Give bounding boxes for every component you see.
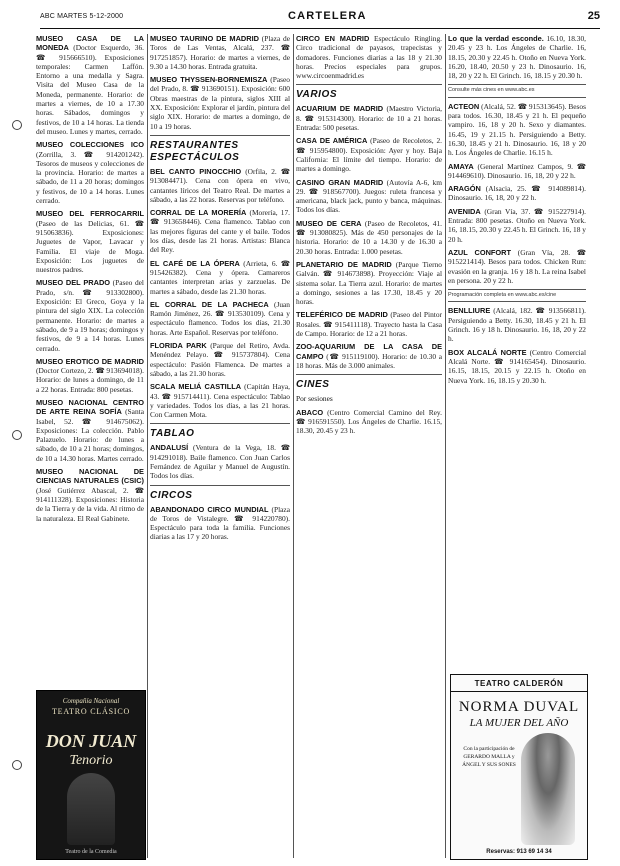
venue-details: (Paseo de Recoletos, 2. ☎ 915954800). Exposición: Ayer y hoy. Baja California: El límite del tiempo. Horario: de martes a domingo. bbox=[296, 136, 442, 174]
listing-entry bbox=[150, 505, 290, 542]
venue-name: MUSEO THYSSEN-BORNEMISZA bbox=[150, 75, 268, 85]
registration-mark bbox=[12, 430, 22, 440]
venue-details: (☎ 915119100). Horario: de 10.30 a 18 horas. Más de 3.000 animales. bbox=[296, 351, 442, 370]
venue-name: MUSEO TAURINO DE MADRID bbox=[150, 34, 259, 43]
ad-theatre: TEATRO CLÁSICO bbox=[51, 707, 131, 716]
listing-entry bbox=[296, 104, 442, 132]
venue-details: (Zorrilla, 3. ☎ 914201242). Tesoros de museos y colecciones de la provincia. Horario: de martes a sábado, de 11 a 20 horas; domingos y festivos, de 10 a 14 horas. Lunes cerrado. bbox=[36, 149, 144, 206]
venue-details: (Paseo de Recoletos, 41. ☎ 913080825). Más de 450 personajes de la historia. Horario: de 10 a 14.30 y de 16.30 a 20.30 horas. Entrada: 1.000 pesetas. bbox=[296, 218, 442, 256]
venue-details: (Morería, 17. ☎ 913658446). Cena flamenco. Tablao con las mejores figuras del cante y el baile. Todos los días, desde las 21 horas. Artistas: Blanca del Rey. bbox=[150, 208, 290, 255]
listing-entry bbox=[296, 178, 442, 215]
category-heading: TABLAO bbox=[150, 428, 195, 440]
listing-entry bbox=[448, 348, 586, 385]
listing-entry bbox=[448, 162, 586, 181]
category-heading: CINES bbox=[296, 379, 330, 391]
listing-entry bbox=[150, 259, 290, 296]
venue-name: ABACO bbox=[296, 407, 324, 417]
listing-entry bbox=[150, 208, 290, 254]
venue-name: EL CORRAL DE LA PACHECA bbox=[150, 299, 269, 309]
venue-details: (Centro Comercial Camino del Rey. ☎ 916591550). Los Ángeles de Charlie. 16.15, 18.30, 20.45 y 23 h. bbox=[296, 407, 442, 436]
listing-entry bbox=[448, 306, 586, 343]
page-number: 25 bbox=[587, 10, 600, 22]
advert-norma-duval bbox=[450, 674, 588, 860]
venue-name: CORRAL DE LA MORERÍA bbox=[150, 208, 247, 218]
venue-details: (General Martínez Campos, 9. ☎ 914469610). Dinosaurio. 16, 18, 20 y 22 h. bbox=[448, 161, 586, 180]
promo-strip: Programación completa en www.abc.es/cine bbox=[448, 289, 586, 302]
venue-details: (José Gutiérrez Abascal, 2. ☎ 914111328). Exposiciones: Historia de la Tierra y de la vida. Al ritmo de la naturaleza. El Real Gabinete. bbox=[36, 485, 144, 523]
column-divider bbox=[147, 34, 148, 858]
venue-details: (Alcalá, 52. ☎ 915313645). Besos para todos. 16.30, 18.45 y 21 h. El pequeño vampiro. 16, 18 y 20 h. Sexo y diamantes. 16.45, 19 y 21.15 h. Persiguiendo a Betty. 16.30, 18.45 y 21 h. Dinosaurio. 16, 18 y 20 h. Los Ángeles de Charlie. 16.15 h. bbox=[448, 101, 586, 158]
listing-entry bbox=[150, 341, 290, 378]
section-title: CARTELERA bbox=[288, 10, 367, 22]
section-rule bbox=[296, 84, 442, 85]
venue-name: AZUL CONFORT bbox=[448, 247, 512, 257]
venue-name: MUSEO NACIONAL CENTRO DE ARTE REINA SOFÍA bbox=[36, 397, 144, 417]
venue-details: (Paseo del Pintor Rosales. ☎ 915411118). Trayecto hasta la Casa de Campo. Horario: de 12 a 21 horas. bbox=[296, 310, 442, 339]
listing-entry bbox=[36, 209, 144, 274]
listing-entry bbox=[296, 34, 442, 80]
venue-name: MUSEO DEL PRADO bbox=[36, 278, 111, 288]
listing-entry bbox=[296, 408, 442, 436]
column-3 bbox=[296, 34, 442, 858]
venue-name: ABANDONADO CIRCO MUNDIAL bbox=[150, 504, 269, 514]
ad-theatre: TEATRO CALDERÓN bbox=[451, 679, 587, 692]
listing-entry bbox=[36, 278, 144, 352]
venue-name: CASINO GRAN MADRID bbox=[296, 177, 384, 187]
venue-details: (Parque del Retiro, Avda. Menéndez Pelayo. ☎ 915737804). Cena espectáculo: Pasión Flamenca. De martes a sábado, a las 21.30 horas. bbox=[150, 341, 290, 378]
column-2 bbox=[150, 34, 290, 858]
listing-entry bbox=[36, 357, 144, 394]
venue-details: (Alcalá, 182. ☎ 913566811). Persiguiendo a Betty. 16.30, 18.45 y 21 h. El Grinch. 16 y 18 h. Dinosaurio. 16, 18, 20 y 22 h. bbox=[448, 306, 586, 344]
listing-entry bbox=[36, 140, 144, 205]
advert-don-juan bbox=[36, 690, 146, 860]
listing-entry bbox=[296, 342, 442, 370]
ad-credits: Con la participación de GERARDO MALLA y ÁNGEL Y SUS SONES bbox=[462, 746, 516, 768]
venue-name: Lo que la verdad esconde. bbox=[448, 34, 544, 43]
listing-entry bbox=[448, 102, 586, 158]
column-1 bbox=[36, 34, 144, 686]
venue-name: ACTEON bbox=[448, 101, 480, 111]
section-rule bbox=[296, 374, 442, 375]
venue-details: (Santa Isabel, 52. ☎ 914675062). Exposiciones: La colección. Pablo Palazuelo. Horario: de lunes a sábado, de 10 a 21 horas; domingos, de 10 a 14.30 horas. Martes cerrado. bbox=[36, 407, 144, 463]
listing-entry bbox=[36, 34, 144, 136]
venue-details: (Paseo del Prado, 8. ☎ 913690151). Exposición: 600 Obras maestras de la pintura, siglos XIII al XX. Exposición: Explorar el jardín, pintura del siglo XIX. Horario: de martes a domingo, de 10 a 19 horas. bbox=[150, 75, 290, 131]
venue-details: (Alsacia, 25. ☎ 914089814). Dinosaurio. 16, 18, 20 y 22 h. bbox=[448, 184, 586, 203]
listing-entry bbox=[296, 219, 442, 256]
listing-entry bbox=[296, 260, 442, 306]
venue-name: EL CAFÉ DE LA ÓPERA bbox=[150, 258, 240, 268]
actor-photo bbox=[67, 773, 115, 845]
venue-name: ACUARIUM DE MADRID bbox=[296, 104, 384, 114]
ad-title: DON JUAN bbox=[45, 731, 137, 751]
venue-details: (Gran Vía, 28. ☎ 915221414). Besos para todos. Chicken Run: evasión en la granja. 16 y 18 h. La reina Isabel en persona. 20 y 22 h. bbox=[448, 247, 586, 285]
star-photo bbox=[521, 733, 575, 845]
venue-name: MUSEO DE CERA bbox=[296, 218, 362, 228]
venue-name: PLANETARIO DE MADRID bbox=[296, 259, 392, 269]
ad-footer: Teatro de la Comedia bbox=[65, 849, 117, 855]
venue-name: MUSEO DEL FERROCARRIL bbox=[36, 209, 144, 219]
venue-name: ZOO-AQUARIUM DE LA CASA DE CAMPO bbox=[296, 342, 442, 361]
registration-mark bbox=[12, 760, 22, 770]
subcategory-heading: Por sesiones bbox=[296, 394, 333, 404]
venue-name: MUSEO NACIONAL DE CIENCIAS NATURALES (CSIC) bbox=[36, 467, 144, 486]
column-4 bbox=[448, 34, 586, 670]
venue-details: (Arrieta, 6. ☎ 915426382). Cena y ópera. Camareros cantantes interpretan arias y zarzuelas. De martes a sábado, desde las 21.30 horas. bbox=[150, 258, 290, 296]
listing-entry bbox=[36, 467, 144, 523]
venue-details: (Parque Tierno Galván. ☎ 914673898). Proyección: Viaje al sistema solar. La Tierra azul. Horario: de martes a domingo, sesiones a las 17.30, 18.45 y 20 horas. bbox=[296, 259, 442, 307]
venue-details: Espectáculo Ringling. Circo tradicional de payasos, trapecistas y domadores. Funciones diarias a las 18 y 21.30 horas. Precios especiales para grupos. www.circoenmadrid.es bbox=[296, 34, 442, 81]
listing-entry bbox=[448, 207, 586, 244]
venue-details: (Paseo de las Delicias, 61. ☎ 915063836). Exposiciones: Juguetes de Vapor, Lavacar y Familia. El viaje de Moga. Exposición: Los juguetes de nuestros padres. bbox=[36, 218, 144, 275]
listing-entry bbox=[296, 136, 442, 173]
category-heading: VARIOS bbox=[296, 89, 338, 101]
venue-name: ANDALUSÍ bbox=[150, 443, 189, 453]
venue-name: BEL CANTO PINOCCHIO bbox=[150, 166, 242, 176]
listing-entry bbox=[296, 310, 442, 338]
venue-name: BOX ALCALÁ NORTE bbox=[448, 347, 527, 357]
column-divider bbox=[445, 34, 446, 858]
listing-entry bbox=[150, 300, 290, 337]
ad-company: Compañía Nacional bbox=[62, 697, 120, 705]
section-rule bbox=[150, 135, 290, 136]
venue-details: (Capitán Haya, 43. ☎ 915714411). Cena espectáculo: Tablao y variedades. Todos los días, a las 21 horas. Con Carmen Mota. bbox=[150, 382, 290, 420]
ad-subtitle: Tenorio bbox=[69, 753, 113, 768]
listing-entry bbox=[448, 184, 586, 203]
venue-details: (Autovía A-6, km 29. ☎ 918567700). Juegos: ruleta francesa y americana, black jack, punto y banca, máquinas. Todos los días. bbox=[296, 177, 442, 215]
venue-name: MUSEO CASA DE LA MONEDA bbox=[36, 34, 144, 53]
listing-entry bbox=[150, 167, 290, 204]
venue-name: CASA DE AMÉRICA bbox=[296, 136, 368, 146]
registration-mark bbox=[12, 120, 22, 130]
listing-entry bbox=[150, 75, 290, 131]
ad-show-title: LA MUJER DEL AÑO bbox=[469, 717, 569, 729]
listing-entry bbox=[150, 382, 290, 419]
venue-name: SCALA MELIÁ CASTILLA bbox=[150, 382, 242, 392]
venue-name: CIRCO EN MADRID bbox=[296, 34, 370, 43]
venue-name: FLORIDA PARK bbox=[150, 341, 207, 351]
section-rule bbox=[150, 423, 290, 424]
venue-name: TELEFÉRICO DE MADRID bbox=[296, 310, 388, 320]
listing-entry bbox=[448, 248, 586, 285]
venue-details: 16.10, 18.30, 20.45 y 23 h. Los Ángeles de Charlie. 16, 18.15, 20.30 y 22.45 h. Otoño en Nueva York. 16.20, 18.40, 20.50 y 23 h. Dinosaurio. 16, 18, 20 y 22 h. El Grinch. 16, 18.15 y 20.30 h. bbox=[448, 34, 586, 81]
venue-details: (Plaza de Toros de Vistalegre. ☎ 914220780). Espectáculo para toda la familia. Funciones diarias a las 17 y 20 horas. bbox=[150, 504, 290, 542]
venue-details: (Orfila, 2. ☎ 913084471). Cena con ópera en vivo, cantantes líricos del Teatro Real. De martes a sábado, a las 22 horas. Reservas por teléfono. bbox=[150, 166, 290, 204]
venue-name: AMAYA bbox=[448, 161, 474, 171]
promo-strip: Consulte más cines en www.abc.es bbox=[448, 84, 586, 97]
venue-details: (Centro Comercial Alcalá Norte. ☎ 914165454). Dinosaurio. 16.15, 18.15, 20.15 y 22.15 h. Otoño en Nueva York. 16, 18.15 y 20.30 h. bbox=[448, 347, 586, 385]
listing-entry bbox=[150, 34, 290, 71]
venue-name: BENLLIURE bbox=[448, 306, 491, 316]
section-rule bbox=[150, 485, 290, 486]
listing-entry bbox=[150, 443, 290, 480]
column-divider bbox=[293, 34, 294, 858]
venue-details: (Paseo del Prado, s/n. ☎ 913302800). Exposición: El Greco, Goya y la pintura del siglo XIX. La colección permanente. Horario: de martes a sábado, de 9 a 19 horas; domingos y festivos, de 9 a 14 horas. Lunes cerrado. bbox=[36, 278, 144, 353]
issue-date: ABC MARTES 5-12-2000 bbox=[40, 13, 124, 20]
page-header bbox=[40, 10, 600, 29]
category-heading: RESTAURANTES ESPECTÁCULOS bbox=[150, 139, 240, 163]
listing-entry bbox=[36, 398, 144, 463]
venue-name: MUSEO EROTICO DE MADRID bbox=[36, 356, 144, 366]
venue-details: (Doctor Esquerdo, 36. ☎ 915666510). Exposiciones temporales: Carmen Laffón. Entorno a una medalla y Sagra. Visita del Museo Casa de la Moneda, permanente. Horario: de martes a viernes, de 10 a 17.30 horas. Sábados, domingos y festivos, de 10 a 14 horas. La tienda del museo. Lunes y martes, cerrado. bbox=[36, 43, 144, 136]
venue-details: (Maestro Victoria, 8. ☎ 915314300). Horario: de 10 a 21 horas. Entrada: 500 pesetas. bbox=[296, 104, 442, 133]
venue-details: (Doctor Cortezo, 2. ☎ 913694018). Horario: de lunes a domingo, de 11 a 22 horas. Entrada: 800 pesetas. bbox=[36, 366, 144, 394]
venue-details: (Ventura de la Vega, 18. ☎ 914291018). Baile flamenco. Con Juan Carlos Fernández de Aguilar y Manuel de Augustín. Todos los días. bbox=[150, 443, 290, 481]
venue-name: AVENIDA bbox=[448, 206, 481, 216]
venue-details: (Gran Vía, 37. ☎ 915227914). Entrada: 800 pesetas. Otoño en Nueva York. 16, 18.15, 20.30 y 22.45 h. El Grinch. 16, 18 y 20 h. bbox=[448, 206, 586, 244]
venue-name: ARAGÓN bbox=[448, 184, 481, 194]
listing-entry bbox=[448, 34, 586, 80]
category-heading: CIRCOS bbox=[150, 489, 193, 501]
venue-details: (Juan Ramón Jiménez, 26. ☎ 913530109). Cena y espectáculo flamenco. Todos los días, 21.30 horas. Arte Español. Reservas por teléfono. bbox=[150, 299, 290, 337]
ad-phone: Reservas: 913 69 14 34 bbox=[486, 849, 552, 855]
ad-star: NORMA DUVAL bbox=[458, 699, 580, 715]
venue-details: (Plaza de Toros de Las Ventas, Alcalá, 237. ☎ 917251857). Horario: de martes a viernes, de 9.30 a 14.30 horas. Entrada gratuita. bbox=[150, 34, 290, 71]
venue-name: MUSEO COLECCIONES ICO bbox=[36, 140, 144, 150]
